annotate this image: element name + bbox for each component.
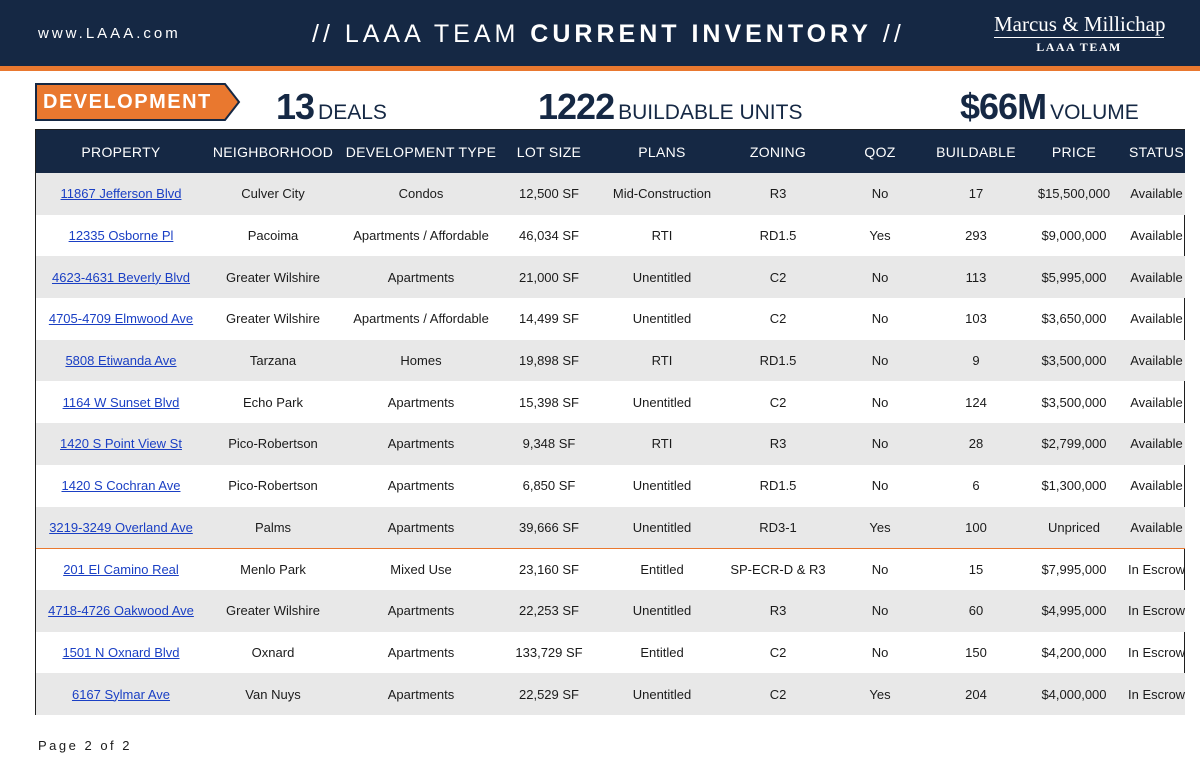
development-type-cell: Apartments	[387, 603, 455, 619]
deals-count: 13	[276, 86, 315, 127]
qoz-cell: No	[871, 478, 889, 494]
development-type-cell: Apartments	[387, 394, 455, 410]
price-cell: Unpriced	[1047, 519, 1101, 535]
table-row	[36, 340, 1185, 382]
neighborhood-cell: Pico-Robertson	[228, 478, 318, 494]
property-cell	[36, 465, 206, 507]
zoning-cell: RD1.5	[759, 478, 797, 494]
property-link[interactable]: 1501 N Oxnard Blvd	[62, 644, 180, 660]
volume-value: $66M	[960, 86, 1047, 127]
property-link[interactable]: 12335 Osborne Pl	[68, 228, 174, 244]
zoning-cell: R3	[769, 186, 787, 202]
property-cell	[36, 548, 206, 590]
lot-size-cell: 39,666 SF	[519, 519, 579, 535]
buildable-cell: 6	[972, 478, 980, 494]
zoning-cell: RD1.5	[759, 353, 797, 369]
property-link[interactable]: 3219-3249 Overland Ave	[49, 519, 193, 535]
stat-volume	[960, 86, 1139, 128]
lot-size-cell: 22,253 SF	[519, 603, 579, 619]
table-row	[36, 298, 1185, 340]
property-cell	[36, 423, 206, 465]
site-url[interactable]: www.LAAA.com	[38, 25, 181, 42]
lot-size-cell: 15,398 SF	[519, 394, 579, 410]
stat-deals	[276, 86, 387, 128]
neighborhood-cell: Oxnard	[251, 644, 295, 660]
buildable-cell: 293	[965, 228, 987, 244]
status-cell: Available	[1130, 353, 1183, 369]
development-type-cell: Apartments	[387, 436, 455, 452]
status-cell: Available	[1130, 478, 1183, 494]
lot-size-cell: 133,729 SF	[515, 644, 583, 660]
plans-cell: Unentitled	[632, 311, 692, 327]
lot-size-cell: 6,850 SF	[522, 478, 576, 494]
buildable-cell: 113	[965, 269, 987, 285]
development-type-cell: Mixed Use	[340, 548, 502, 590]
logo-main-text: Marcus & Millichap	[994, 12, 1166, 36]
buildable-cell: 60	[968, 603, 984, 619]
logo-sub-text: LAAA TEAM	[1036, 40, 1122, 54]
qoz-cell: No	[871, 311, 889, 327]
title-inventory: CURRENT INVENTORY	[530, 20, 872, 48]
property-cell	[36, 381, 206, 423]
neighborhood-cell: Van Nuys	[245, 686, 301, 702]
lot-size-cell: 22,529 SF	[519, 686, 579, 702]
header-property: PROPERTY	[81, 143, 161, 160]
status-cell: In Escrow	[1128, 686, 1186, 702]
zoning-cell: C2	[769, 644, 787, 660]
category-label: DEVELOPMENT	[43, 91, 212, 113]
title-team: LAAA TEAM	[344, 20, 520, 48]
table-row	[36, 548, 1185, 590]
qoz-cell: No	[871, 603, 889, 619]
lot-size-cell: 12,500 SF	[519, 186, 579, 202]
qoz-cell: No	[871, 353, 889, 369]
buildable-cell: 9	[972, 353, 980, 369]
neighborhood-cell: Pacoima	[247, 228, 299, 244]
zoning-cell: RD1.5	[759, 228, 797, 244]
price-cell: $4,995,000	[1041, 603, 1107, 619]
plans-cell: Unentitled	[632, 603, 692, 619]
company-logo	[994, 12, 1164, 55]
status-cell: Available	[1130, 269, 1183, 285]
property-cell	[36, 632, 206, 674]
header-buildable: BUILDABLE	[936, 143, 1016, 160]
qoz-cell: No	[871, 436, 889, 452]
table-header-row	[36, 130, 1185, 173]
price-cell: $5,995,000	[1041, 269, 1107, 285]
page-number: Page 2 of 2	[38, 738, 132, 753]
status-cell: Available	[1130, 228, 1183, 244]
plans-cell: Entitled	[596, 548, 728, 590]
status-cell: In Escrow	[1128, 603, 1186, 619]
price-cell: $15,500,000	[1037, 186, 1111, 202]
plans-cell: RTI	[651, 228, 673, 244]
price-cell: $1,300,000	[1041, 478, 1107, 494]
table-row	[36, 673, 1185, 715]
property-link[interactable]: 5808 Etiwanda Ave	[65, 353, 177, 369]
header-plans: PLANS	[638, 143, 686, 160]
table-row	[36, 507, 1185, 549]
qoz-cell: No	[871, 394, 889, 410]
development-type-cell: Condos	[398, 186, 444, 202]
plans-cell: Unentitled	[632, 686, 692, 702]
development-type-cell: Apartments	[387, 644, 455, 660]
zoning-cell: C2	[769, 394, 787, 410]
price-cell: $3,500,000	[1041, 394, 1107, 410]
zoning-cell: C2	[769, 311, 787, 327]
price-cell: $3,500,000	[1041, 353, 1107, 369]
development-type-cell: Homes	[400, 353, 442, 369]
buildable-cell: 17	[968, 186, 984, 202]
table-row	[36, 590, 1185, 632]
plans-cell: Mid-Construction	[612, 186, 712, 202]
header-price: PRICE	[1051, 143, 1097, 160]
qoz-cell: Yes	[869, 686, 891, 702]
property-cell	[36, 173, 206, 215]
zoning-cell: C2	[769, 269, 787, 285]
table-row	[36, 256, 1185, 298]
status-cell: In Escrow	[1128, 644, 1186, 660]
development-type-cell: Apartments / Affordable	[353, 228, 489, 244]
lot-size-cell: 9,348 SF	[522, 436, 576, 452]
header-qoz: QOZ	[864, 143, 896, 160]
table-body	[36, 173, 1185, 715]
neighborhood-cell: Palms	[254, 519, 292, 535]
buildable-cell: 28	[968, 436, 984, 452]
price-cell: $4,200,000	[1041, 644, 1107, 660]
neighborhood-cell: Menlo Park	[206, 548, 340, 590]
plans-cell: Unentitled	[632, 269, 692, 285]
lot-size-cell: 14,499 SF	[519, 311, 579, 327]
header-status: STATUS	[1129, 143, 1184, 160]
header-accent-stripe	[0, 66, 1200, 71]
header-neighborhood: NEIGHBORHOOD	[212, 143, 334, 160]
neighborhood-cell: Greater Wilshire	[226, 269, 320, 285]
table-row	[36, 215, 1185, 257]
header-lot-size: LOT SIZE	[516, 143, 582, 160]
table-row	[36, 381, 1185, 423]
zoning-cell: R3	[769, 436, 787, 452]
zoning-cell: SP-ECR-D & R3	[728, 548, 828, 590]
inventory-table-container	[35, 129, 1185, 715]
buildable-cell: 150	[965, 644, 987, 660]
plans-cell: Entitled	[640, 644, 684, 660]
qoz-cell: Yes	[869, 228, 891, 244]
qoz-cell: No	[871, 186, 889, 202]
title-close-slashes: //	[871, 20, 905, 48]
price-cell: $3,650,000	[1041, 311, 1107, 327]
qoz-cell: No	[828, 548, 932, 590]
neighborhood-cell: Greater Wilshire	[226, 311, 320, 327]
plans-cell: RTI	[651, 353, 673, 369]
zoning-cell: R3	[769, 603, 787, 619]
qoz-cell: No	[871, 269, 889, 285]
table-row	[36, 632, 1185, 674]
property-link[interactable]: 201 El Camino Real	[63, 561, 179, 577]
property-link[interactable]: 11867 Jefferson Blvd	[60, 186, 182, 202]
price-cell: $9,000,000	[1041, 228, 1107, 244]
volume-label: VOLUME	[1050, 101, 1139, 124]
category-tag	[35, 83, 241, 121]
property-link[interactable]: 1420 S Point View St	[60, 436, 182, 452]
development-type-cell: Apartments	[387, 269, 455, 285]
property-cell	[36, 590, 206, 632]
plans-cell: Unentitled	[632, 478, 692, 494]
neighborhood-cell: Greater Wilshire	[226, 603, 320, 619]
property-cell	[36, 507, 206, 549]
neighborhood-cell: Echo Park	[243, 394, 303, 410]
property-link[interactable]: 4705-4709 Elmwood Ave	[48, 311, 194, 327]
development-type-cell: Apartments	[387, 519, 455, 535]
lot-size-cell: 19,898 SF	[519, 353, 579, 369]
buildable-cell: 124	[965, 394, 987, 410]
property-link[interactable]: 1164 W Sunset Blvd	[62, 394, 180, 410]
buildable-cell: 100	[965, 519, 987, 535]
units-count: 1222	[538, 86, 615, 127]
property-cell	[36, 340, 206, 382]
buildable-cell: 15	[932, 548, 1020, 590]
inventory-table	[36, 130, 1185, 715]
status-cell: In Escrow	[1128, 548, 1185, 590]
status-cell: Available	[1130, 436, 1183, 452]
header-development-type: DEVELOPMENT TYPE	[345, 143, 497, 160]
status-cell: Available	[1130, 311, 1183, 327]
zoning-cell: RD3-1	[759, 519, 797, 535]
zoning-cell: C2	[769, 686, 787, 702]
neighborhood-cell: Pico-Robertson	[228, 436, 318, 452]
buildable-cell: 103	[965, 311, 987, 327]
deals-label: DEALS	[318, 101, 387, 124]
table-row	[36, 173, 1185, 215]
property-link[interactable]: 4623-4631 Beverly Blvd	[51, 269, 191, 285]
plans-cell: RTI	[651, 436, 673, 452]
property-cell	[36, 673, 206, 715]
qoz-cell: No	[871, 644, 889, 660]
status-cell: Available	[1130, 186, 1183, 202]
development-type-cell: Apartments	[387, 478, 455, 494]
qoz-cell: Yes	[869, 519, 891, 535]
plans-cell: Unentitled	[632, 394, 692, 410]
property-cell	[36, 215, 206, 257]
stat-buildable-units	[538, 86, 802, 128]
lot-size-cell: 21,000 SF	[519, 269, 579, 285]
status-cell: Available	[1130, 394, 1183, 410]
header-zoning: ZONING	[749, 143, 807, 160]
title-open-slashes: //	[312, 20, 345, 48]
lot-size-cell: 23,160 SF	[502, 548, 596, 590]
development-type-cell: Apartments / Affordable	[353, 311, 489, 327]
property-cell	[36, 256, 206, 298]
property-link[interactable]: 4718-4726 Oakwood Ave	[48, 603, 194, 619]
development-type-cell: Apartments	[387, 686, 455, 702]
price-cell: $7,995,000	[1020, 548, 1128, 590]
property-link[interactable]: 1420 S Cochran Ave	[61, 478, 181, 494]
property-cell	[36, 298, 206, 340]
table-row	[36, 423, 1185, 465]
header-bar	[0, 0, 1200, 66]
property-link[interactable]: 6167 Sylmar Ave	[71, 686, 171, 702]
plans-cell: Unentitled	[632, 519, 692, 535]
lot-size-cell: 46,034 SF	[519, 228, 579, 244]
status-cell: Available	[1130, 519, 1183, 535]
price-cell: $4,000,000	[1041, 686, 1107, 702]
units-label: BUILDABLE UNITS	[618, 101, 803, 124]
neighborhood-cell: Culver City	[241, 186, 305, 202]
buildable-cell: 204	[965, 686, 987, 702]
table-row	[36, 465, 1185, 507]
page-title	[312, 20, 905, 49]
price-cell: $2,799,000	[1041, 436, 1107, 452]
neighborhood-cell: Tarzana	[249, 353, 297, 369]
